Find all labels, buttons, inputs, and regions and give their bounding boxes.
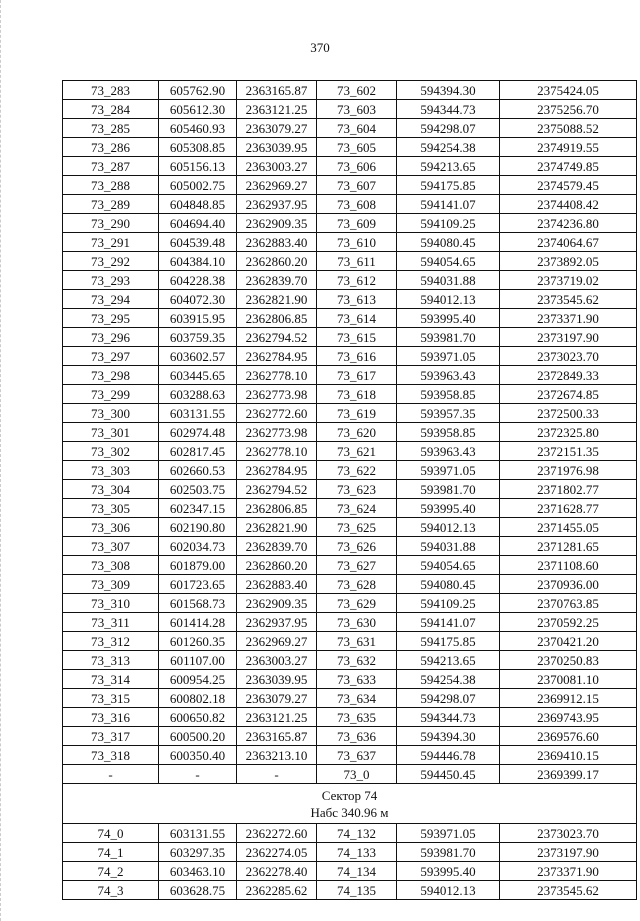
table-row <box>63 537 637 556</box>
cell-x-left: 602503.75 <box>159 480 237 499</box>
table-row <box>63 727 637 746</box>
cell-x-left: 601107.00 <box>159 651 237 670</box>
cell-y-right: 2375088.52 <box>500 119 637 138</box>
cell-x-right: 593971.05 <box>397 347 500 366</box>
table-row <box>63 881 637 900</box>
cell-point-id-right: 73_624 <box>317 499 397 518</box>
cell-x-right: 594109.25 <box>397 594 500 613</box>
cell-point-id-right: 73_620 <box>317 423 397 442</box>
cell-x-right: 593981.70 <box>397 843 500 862</box>
cell-y-right: 2369912.15 <box>500 689 637 708</box>
cell-y-right: 2372849.33 <box>500 366 637 385</box>
cell-y-left: 2362272.60 <box>237 824 317 843</box>
cell-point-id-right: 73_610 <box>317 233 397 252</box>
cell-y-left: 2362784.95 <box>237 347 317 366</box>
cell-x-left: 605762.90 <box>159 81 237 100</box>
cell-x-left: 605460.93 <box>159 119 237 138</box>
cell-y-right: 2369743.95 <box>500 708 637 727</box>
cell-x-right: 593958.85 <box>397 423 500 442</box>
cell-x-left: 605002.75 <box>159 176 237 195</box>
table-row <box>63 480 637 499</box>
cell-y-left: 2362806.85 <box>237 499 317 518</box>
cell-point-id-right: 73_622 <box>317 461 397 480</box>
table-row <box>63 824 637 843</box>
table-body-sector-73 <box>63 81 637 784</box>
cell-x-right: 594080.45 <box>397 233 500 252</box>
cell-y-left: 2363079.27 <box>237 119 317 138</box>
cell-y-left: 2363165.87 <box>237 81 317 100</box>
cell-point-id-right: 73_612 <box>317 271 397 290</box>
cell-x-left: 602660.53 <box>159 461 237 480</box>
cell-x-right: 594213.65 <box>397 157 500 176</box>
cell-y-right: 2374408.42 <box>500 195 637 214</box>
table-row <box>63 176 637 195</box>
cell-y-right: 2372151.35 <box>500 442 637 461</box>
cell-x-right: 594031.88 <box>397 537 500 556</box>
cell-point-id-left: 73_306 <box>63 518 159 537</box>
cell-point-id-right: 73_625 <box>317 518 397 537</box>
cell-point-id-right: 73_618 <box>317 385 397 404</box>
cell-point-id-left: 73_300 <box>63 404 159 423</box>
cell-point-id-right: 73_0 <box>317 765 397 784</box>
cell-x-right: 594394.30 <box>397 81 500 100</box>
cell-x-left: 600954.25 <box>159 670 237 689</box>
page-number: 370 <box>310 40 330 55</box>
cell-x-left: 601414.28 <box>159 613 237 632</box>
cell-point-id-right: 73_616 <box>317 347 397 366</box>
cell-y-left: 2362969.27 <box>237 176 317 195</box>
cell-y-left: 2363003.27 <box>237 157 317 176</box>
cell-point-id-right: 73_608 <box>317 195 397 214</box>
cell-y-left: 2363121.25 <box>237 100 317 119</box>
table-row <box>63 271 637 290</box>
cell-y-left: 2362773.98 <box>237 423 317 442</box>
cell-point-id-left: 73_313 <box>63 651 159 670</box>
table-row <box>63 746 637 765</box>
cell-x-left: 600500.20 <box>159 727 237 746</box>
cell-y-left: 2363079.27 <box>237 689 317 708</box>
cell-y-left: 2362794.52 <box>237 328 317 347</box>
cell-x-left: 603602.57 <box>159 347 237 366</box>
cell-point-id-right: 73_606 <box>317 157 397 176</box>
cell-x-left: 602190.80 <box>159 518 237 537</box>
cell-x-right: 593981.70 <box>397 328 500 347</box>
cell-x-right: 593971.05 <box>397 824 500 843</box>
cell-x-left: 605156.13 <box>159 157 237 176</box>
cell-y-right: 2373197.90 <box>500 843 637 862</box>
table-row <box>63 651 637 670</box>
table-row <box>63 119 637 138</box>
cell-y-left: 2362772.60 <box>237 404 317 423</box>
cell-point-id-left: 73_308 <box>63 556 159 575</box>
cell-x-right: 593995.40 <box>397 309 500 328</box>
cell-x-left: 602817.45 <box>159 442 237 461</box>
cell-point-id-right: 73_614 <box>317 309 397 328</box>
table-row <box>63 214 637 233</box>
cell-y-left: 2362860.20 <box>237 252 317 271</box>
cell-y-right: 2373719.02 <box>500 271 637 290</box>
cell-x-right: 594031.88 <box>397 271 500 290</box>
cell-y-left: 2362778.10 <box>237 442 317 461</box>
cell-x-left: 603628.75 <box>159 881 237 900</box>
cell-point-id-left: 73_310 <box>63 594 159 613</box>
cell-point-id-left: 73_291 <box>63 233 159 252</box>
cell-point-id-right: 73_634 <box>317 689 397 708</box>
cell-x-right: 593957.35 <box>397 404 500 423</box>
cell-point-id-right: 73_613 <box>317 290 397 309</box>
cell-point-id-left: 74_3 <box>63 881 159 900</box>
cell-x-right: 593971.05 <box>397 461 500 480</box>
cell-point-id-right: 73_635 <box>317 708 397 727</box>
table-row <box>63 843 637 862</box>
cell-point-id-left: 74_2 <box>63 862 159 881</box>
cell-point-id-right: 74_135 <box>317 881 397 900</box>
table-row <box>63 575 637 594</box>
cell-x-left: 603288.63 <box>159 385 237 404</box>
cell-y-right: 2375256.70 <box>500 100 637 119</box>
cell-point-id-right: 74_132 <box>317 824 397 843</box>
cell-point-id-left: 73_299 <box>63 385 159 404</box>
cell-y-right: 2373197.90 <box>500 328 637 347</box>
cell-y-left: 2362773.98 <box>237 385 317 404</box>
cell-x-right: 594446.78 <box>397 746 500 765</box>
cell-y-left: 2362909.35 <box>237 594 317 613</box>
cell-y-left: 2362806.85 <box>237 309 317 328</box>
cell-y-left: - <box>237 765 317 784</box>
cell-y-right: 2373892.05 <box>500 252 637 271</box>
cell-point-id-right: 73_604 <box>317 119 397 138</box>
cell-x-right: 593963.43 <box>397 366 500 385</box>
cell-point-id-right: 73_632 <box>317 651 397 670</box>
cell-y-left: 2363121.25 <box>237 708 317 727</box>
cell-y-right: 2372325.80 <box>500 423 637 442</box>
cell-x-left: 602974.48 <box>159 423 237 442</box>
cell-point-id-left: 73_284 <box>63 100 159 119</box>
sector-title: Сектор 74 <box>321 787 378 803</box>
table-row <box>63 157 637 176</box>
cell-x-left: 601879.00 <box>159 556 237 575</box>
cell-point-id-right: 73_619 <box>317 404 397 423</box>
cell-point-id-left: 73_314 <box>63 670 159 689</box>
cell-point-id-right: 73_623 <box>317 480 397 499</box>
cell-point-id-left: 73_298 <box>63 366 159 385</box>
cell-x-right: 594080.45 <box>397 575 500 594</box>
cell-x-left: 603759.35 <box>159 328 237 347</box>
cell-point-id-left: 73_303 <box>63 461 159 480</box>
cell-y-right: 2374749.85 <box>500 157 637 176</box>
table-row <box>63 138 637 157</box>
cell-x-left: 604848.85 <box>159 195 237 214</box>
cell-point-id-right: 73_633 <box>317 670 397 689</box>
cell-y-right: 2374236.80 <box>500 214 637 233</box>
cell-y-right: 2372500.33 <box>500 404 637 423</box>
cell-y-left: 2363213.10 <box>237 746 317 765</box>
cell-point-id-left: 73_292 <box>63 252 159 271</box>
cell-x-left: - <box>159 765 237 784</box>
cell-x-left: 604228.38 <box>159 271 237 290</box>
cell-point-id-right: 73_603 <box>317 100 397 119</box>
cell-x-right: 594450.45 <box>397 765 500 784</box>
cell-x-left: 603297.35 <box>159 843 237 862</box>
cell-y-right: 2370592.25 <box>500 613 637 632</box>
cell-point-id-left: 73_304 <box>63 480 159 499</box>
cell-x-right: 594394.30 <box>397 727 500 746</box>
cell-y-right: 2370081.10 <box>500 670 637 689</box>
cell-x-left: 601568.73 <box>159 594 237 613</box>
cell-y-right: 2369410.15 <box>500 746 637 765</box>
table-row <box>63 195 637 214</box>
cell-x-left: 604384.10 <box>159 252 237 271</box>
table-row <box>63 442 637 461</box>
cell-y-right: 2369576.60 <box>500 727 637 746</box>
cell-point-id-left: 73_307 <box>63 537 159 556</box>
cell-y-right: 2375424.05 <box>500 81 637 100</box>
cell-y-right: 2373545.62 <box>500 881 637 900</box>
cell-point-id-left: 73_305 <box>63 499 159 518</box>
cell-x-left: 605612.30 <box>159 100 237 119</box>
cell-point-id-left: 73_287 <box>63 157 159 176</box>
table-row <box>63 81 637 100</box>
cell-x-right: 594298.07 <box>397 119 500 138</box>
cell-x-left: 602347.15 <box>159 499 237 518</box>
cell-point-id-right: 73_607 <box>317 176 397 195</box>
cell-x-right: 594012.13 <box>397 290 500 309</box>
cell-x-right: 594344.73 <box>397 100 500 119</box>
cell-y-right: 2371976.98 <box>500 461 637 480</box>
cell-x-left: 600350.40 <box>159 746 237 765</box>
cell-y-left: 2363003.27 <box>237 651 317 670</box>
cell-point-id-right: 73_615 <box>317 328 397 347</box>
cell-y-right: 2369399.17 <box>500 765 637 784</box>
cell-x-left: 603915.95 <box>159 309 237 328</box>
table-row <box>63 708 637 727</box>
cell-y-left: 2362278.40 <box>237 862 317 881</box>
table-row <box>63 328 637 347</box>
cell-x-left: 601723.65 <box>159 575 237 594</box>
cell-x-right: 594141.07 <box>397 195 500 214</box>
cell-point-id-left: 73_295 <box>63 309 159 328</box>
page-edge <box>0 0 2 921</box>
table-row <box>63 290 637 309</box>
cell-point-id-right: 73_617 <box>317 366 397 385</box>
cell-point-id-right: 73_611 <box>317 252 397 271</box>
cell-x-right: 594254.38 <box>397 138 500 157</box>
cell-y-left: 2362909.35 <box>237 214 317 233</box>
table-row <box>63 309 637 328</box>
cell-y-left: 2362839.70 <box>237 271 317 290</box>
sector-height: Набс 340.96 м <box>310 804 389 820</box>
cell-x-left: 605308.85 <box>159 138 237 157</box>
table-row <box>63 385 637 404</box>
sector-row <box>63 784 637 824</box>
cell-x-right: 594054.65 <box>397 252 500 271</box>
cell-y-right: 2371802.77 <box>500 480 637 499</box>
cell-y-right: 2373371.90 <box>500 309 637 328</box>
cell-y-left: 2363165.87 <box>237 727 317 746</box>
cell-point-id-left: 73_317 <box>63 727 159 746</box>
cell-point-id-left: 73_316 <box>63 708 159 727</box>
cell-y-left: 2362969.27 <box>237 632 317 651</box>
table-row <box>63 556 637 575</box>
cell-x-right: 594298.07 <box>397 689 500 708</box>
cell-y-left: 2362778.10 <box>237 366 317 385</box>
cell-point-id-left: 74_1 <box>63 843 159 862</box>
table-row <box>63 670 637 689</box>
cell-point-id-right: 73_630 <box>317 613 397 632</box>
cell-y-right: 2373371.90 <box>500 862 637 881</box>
cell-point-id-right: 73_609 <box>317 214 397 233</box>
cell-point-id-left: 73_312 <box>63 632 159 651</box>
table-row <box>63 594 637 613</box>
cell-x-right: 594141.07 <box>397 613 500 632</box>
table-row <box>63 765 637 784</box>
cell-y-right: 2370936.00 <box>500 575 637 594</box>
cell-y-left: 2362839.70 <box>237 537 317 556</box>
cell-point-id-right: 73_636 <box>317 727 397 746</box>
cell-y-right: 2374064.67 <box>500 233 637 252</box>
cell-y-right: 2370250.83 <box>500 651 637 670</box>
cell-y-left: 2362285.62 <box>237 881 317 900</box>
cell-point-id-left: 73_293 <box>63 271 159 290</box>
table-row <box>63 461 637 480</box>
cell-point-id-left: 73_309 <box>63 575 159 594</box>
cell-x-right: 594012.13 <box>397 881 500 900</box>
cell-y-left: 2362821.90 <box>237 290 317 309</box>
cell-y-right: 2370421.20 <box>500 632 637 651</box>
cell-y-left: 2362883.40 <box>237 233 317 252</box>
cell-y-right: 2373023.70 <box>500 347 637 366</box>
cell-x-right: 594175.85 <box>397 176 500 195</box>
cell-x-right: 593981.70 <box>397 480 500 499</box>
cell-x-right: 594012.13 <box>397 518 500 537</box>
cell-point-id-left: 73_296 <box>63 328 159 347</box>
cell-y-right: 2374919.55 <box>500 138 637 157</box>
cell-y-left: 2362784.95 <box>237 461 317 480</box>
cell-point-id-left: 73_288 <box>63 176 159 195</box>
cell-point-id-right: 74_133 <box>317 843 397 862</box>
table-row <box>63 632 637 651</box>
sector-header <box>63 784 637 824</box>
cell-x-left: 602034.73 <box>159 537 237 556</box>
cell-x-left: 600650.82 <box>159 708 237 727</box>
cell-y-left: 2362937.95 <box>237 613 317 632</box>
cell-x-right: 594054.65 <box>397 556 500 575</box>
table-row <box>63 862 637 881</box>
cell-x-right: 594175.85 <box>397 632 500 651</box>
cell-y-left: 2362274.05 <box>237 843 317 862</box>
cell-point-id-left: - <box>63 765 159 784</box>
table-row <box>63 252 637 271</box>
cell-point-id-left: 74_0 <box>63 824 159 843</box>
cell-point-id-left: 73_315 <box>63 689 159 708</box>
table-row <box>63 613 637 632</box>
table-body-sector-74 <box>63 824 637 900</box>
cell-y-right: 2370763.85 <box>500 594 637 613</box>
cell-point-id-right: 73_605 <box>317 138 397 157</box>
cell-point-id-right: 73_626 <box>317 537 397 556</box>
cell-x-right: 593995.40 <box>397 862 500 881</box>
table-row <box>63 423 637 442</box>
cell-point-id-left: 73_302 <box>63 442 159 461</box>
sector-cell <box>63 784 637 824</box>
cell-y-right: 2371108.60 <box>500 556 637 575</box>
cell-point-id-left: 73_285 <box>63 119 159 138</box>
cell-point-id-left: 73_301 <box>63 423 159 442</box>
cell-y-left: 2362883.40 <box>237 575 317 594</box>
table-row <box>63 347 637 366</box>
cell-y-left: 2362794.52 <box>237 480 317 499</box>
cell-point-id-left: 73_294 <box>63 290 159 309</box>
cell-y-right: 2373023.70 <box>500 824 637 843</box>
table-row <box>63 366 637 385</box>
cell-x-left: 604539.48 <box>159 233 237 252</box>
coordinates-table <box>62 80 637 900</box>
cell-y-left: 2362860.20 <box>237 556 317 575</box>
cell-x-left: 604694.40 <box>159 214 237 233</box>
cell-point-id-right: 73_621 <box>317 442 397 461</box>
cell-x-right: 594344.73 <box>397 708 500 727</box>
cell-x-left: 603463.10 <box>159 862 237 881</box>
cell-y-left: 2363039.95 <box>237 670 317 689</box>
cell-point-id-left: 73_297 <box>63 347 159 366</box>
table-row <box>63 518 637 537</box>
cell-y-right: 2373545.62 <box>500 290 637 309</box>
table-row <box>63 499 637 518</box>
cell-x-right: 593963.43 <box>397 442 500 461</box>
cell-x-right: 593995.40 <box>397 499 500 518</box>
cell-y-right: 2372674.85 <box>500 385 637 404</box>
cell-y-left: 2362937.95 <box>237 195 317 214</box>
cell-point-id-left: 73_286 <box>63 138 159 157</box>
cell-y-left: 2362821.90 <box>237 518 317 537</box>
cell-point-id-left: 73_283 <box>63 81 159 100</box>
cell-point-id-right: 73_631 <box>317 632 397 651</box>
cell-point-id-right: 73_637 <box>317 746 397 765</box>
cell-y-left: 2363039.95 <box>237 138 317 157</box>
cell-point-id-right: 74_134 <box>317 862 397 881</box>
table-row <box>63 100 637 119</box>
cell-y-right: 2371281.65 <box>500 537 637 556</box>
cell-point-id-left: 73_289 <box>63 195 159 214</box>
cell-point-id-right: 73_602 <box>317 81 397 100</box>
cell-x-right: 593958.85 <box>397 385 500 404</box>
cell-x-left: 601260.35 <box>159 632 237 651</box>
table-row <box>63 233 637 252</box>
cell-point-id-right: 73_629 <box>317 594 397 613</box>
cell-point-id-left: 73_311 <box>63 613 159 632</box>
cell-x-left: 604072.30 <box>159 290 237 309</box>
cell-y-right: 2371628.77 <box>500 499 637 518</box>
cell-x-right: 594109.25 <box>397 214 500 233</box>
table-row <box>63 404 637 423</box>
cell-point-id-left: 73_290 <box>63 214 159 233</box>
cell-point-id-right: 73_627 <box>317 556 397 575</box>
cell-point-id-left: 73_318 <box>63 746 159 765</box>
cell-x-right: 594254.38 <box>397 670 500 689</box>
table-row <box>63 689 637 708</box>
cell-x-left: 600802.18 <box>159 689 237 708</box>
cell-x-left: 603445.65 <box>159 366 237 385</box>
cell-x-left: 603131.55 <box>159 824 237 843</box>
cell-x-left: 603131.55 <box>159 404 237 423</box>
cell-y-right: 2371455.05 <box>500 518 637 537</box>
cell-point-id-right: 73_628 <box>317 575 397 594</box>
cell-x-right: 594213.65 <box>397 651 500 670</box>
cell-y-right: 2374579.45 <box>500 176 637 195</box>
